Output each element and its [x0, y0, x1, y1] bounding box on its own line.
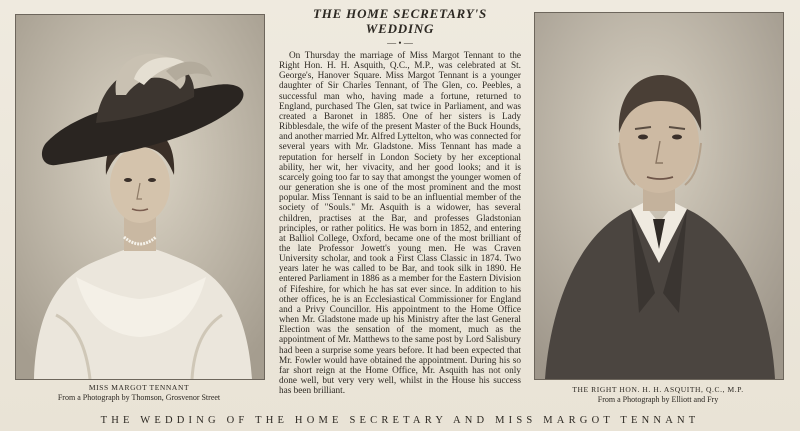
left-portrait-caption: [8, 384, 270, 402]
headline: THE HOME SECRETARY'S WEDDING: [313, 6, 487, 36]
article-column: [279, 6, 521, 411]
right-portrait-name: THE RIGHT HON. H. H. ASQUITH, Q.C., M.P.: [572, 385, 744, 394]
portrait-man-icon: [534, 12, 784, 380]
right-portrait-credit: From a Photograph by Elliott and Fry: [597, 394, 719, 404]
left-portrait-name: MISS MARGOT TENNANT: [88, 383, 190, 392]
page-banner-title: THE WEDDING OF THE HOME SECRETARY AND MISS MARGOT TENNANT: [100, 415, 700, 426]
portrait-woman-icon: [15, 14, 265, 380]
right-portrait-caption: [526, 386, 790, 404]
article-body: On Thursday the marriage of Miss Margot Tennant to the Right Hon. H. H. Asquith, Q.C., M.P., was celebrated at St. George's, Hanover Square. Miss Margot Tennant is a younger daughter of Sir Charles Tennant, of The Glen, co. Peebles, a successful man who, having made a fortune, returned to England, purchased The Glen, sat twice in Parliament, and was created a Baronet in 1885. One of her sisters is Lady Ribblesdale, the wife of the present Master of the Buck Hounds, and another married Mr. Alfred Lyttelton, who was connected for several years with Mr. Gladstone. Miss Tennant has made a reputation for herself in London Society by her exceptional ability, her wit, her vivacity, and her good looks; and it is scarcely going too far to say that amongst the younger women of our generation she is one of the most prominent and the most popular. Miss Tennant is said to be an influential member of the society of "Souls." Mr. Asquith is a widower, has several children, practises at the Bar, and professes Gladstonian principles, or rather politics. He was born in 1852, and entering at Balliol College, Oxford, became one of the most brilliant of the late Professor Jowett's young men. He was Craven University scholar, and took a First Class Classic in 1874. Two years later he was called to be Bar, and took silk in 1890. He entered Parliament in 1886 as a member for the Eastern Division of Fifeshire, for which he has sat ever since. In addition to his other offices, he is an Ecclesiastical Commissioner for England and a Privy Councillor. His appointment to the Home Office when Mr. Gladstone made up his Ministry after the last General Election was the sensation of the moment, much as the appointment of Mr. Matthews to the same post by Lord Salisbury had been a surprise some years before. It had been expected that Mr. Fowler would have obtained the appointment. During his so far short reign at the Home Office, Mr. Asquith has not only done well, but very very well, whilst in the House his success has been brilliant.: [279, 51, 521, 397]
headline-divider: — • —: [387, 38, 413, 48]
left-portrait-credit: From a Photograph by Thomson, Grosvenor Street: [57, 392, 221, 402]
